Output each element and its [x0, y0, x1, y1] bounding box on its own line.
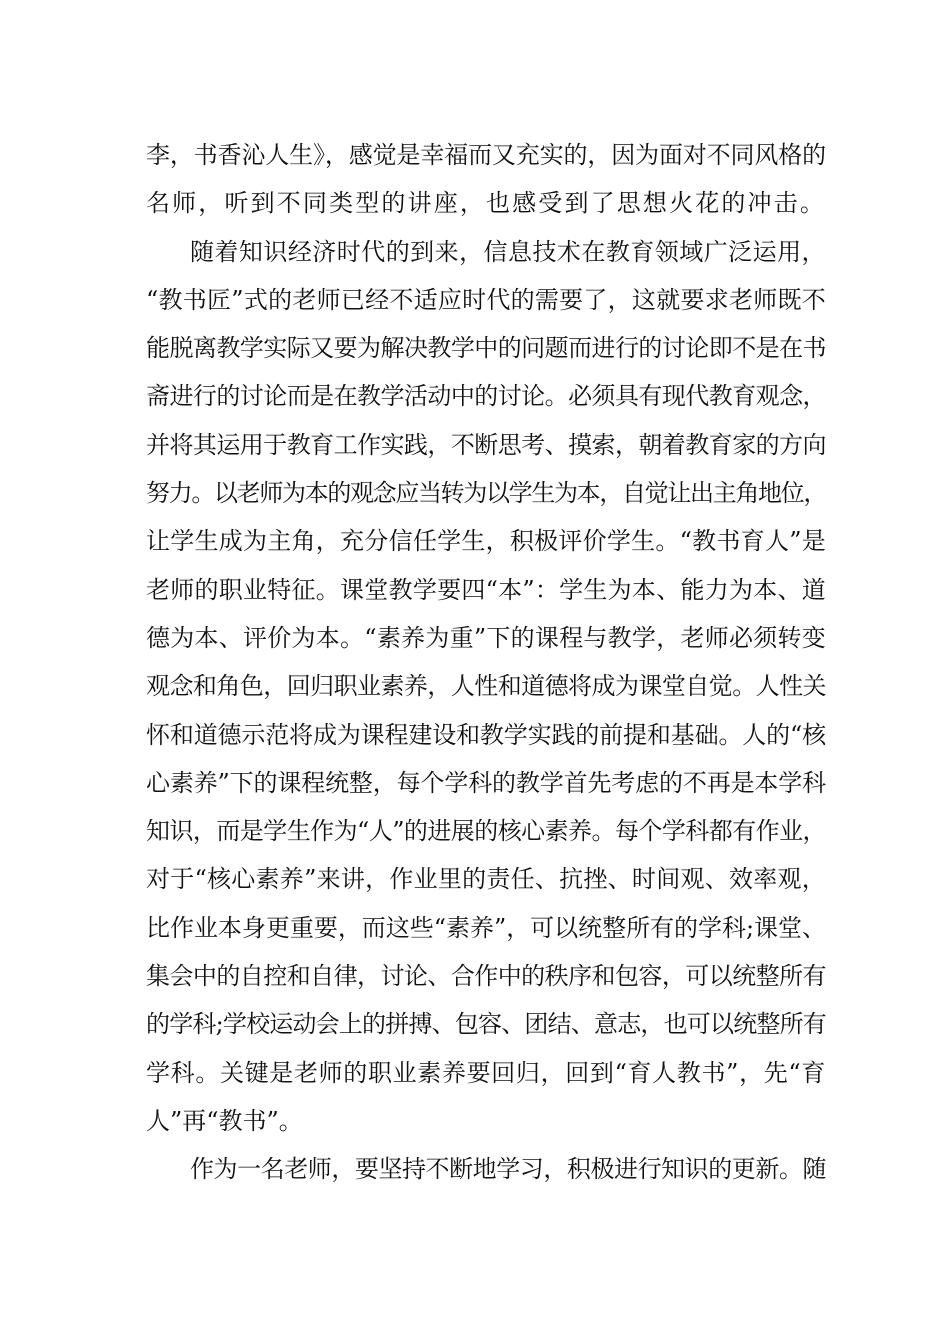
- text-line: “教书匠”式的老师已经不适应时代的需要了，这就要求老师既不: [146, 285, 826, 314]
- text-line: 并将其运用于教育工作实践，不断思考、摸索，朝着教育家的方向: [146, 430, 826, 459]
- text-line: 心素养”下的课程统整，每个学科的教学首先考虑的不再是本学科: [146, 768, 826, 797]
- text-line: 作为一名老师，要坚持不断地学习，积极进行知识的更新。随: [190, 1155, 827, 1184]
- text-line: 努力。以老师为本的观念应当转为以学生为本，自觉让出主角地位，: [146, 479, 827, 508]
- text-line: 学科。关键是老师的职业素养要回归，回到“育人教书”，先“育: [146, 1058, 827, 1087]
- text-line: 让学生成为主角，充分信任学生，积极评价学生。“教书育人”是: [146, 527, 826, 556]
- text-line: 知识，而是学生作为“人”的进展的核心素养。每个学科都有作业，: [146, 817, 826, 846]
- text-line: 集会中的自控和自律，讨论、合作中的秩序和包容，可以统整所有: [146, 962, 826, 991]
- text-line: 比作业本身更重要，而这些“素养”，可以统整所有的学科;课堂、: [146, 913, 826, 942]
- text-line: 怀和道德示范将成为课程建设和教学实践的前提和基础。人的“核: [146, 720, 826, 749]
- text-line: 老师的职业特征。课堂教学要四“本”：学生为本、能力为本、道: [146, 575, 826, 604]
- text-line: 随着知识经济时代的到来，信息技术在教育领域广泛运用，: [190, 237, 827, 266]
- text-line: 能脱离教学实际又要为解决教学中的问题而进行的讨论即不是在书: [146, 334, 826, 363]
- text-line: 名师，听到不同类型的讲座，也感受到了思想火花的冲击。: [146, 189, 827, 218]
- text-line: 观念和角色，回归职业素养，人性和道德将成为课堂自觉。人性关: [146, 672, 826, 701]
- text-line: 斋进行的讨论而是在教学活动中的讨论。必须具有现代教育观念，: [146, 382, 826, 411]
- text-line: 对于“核心素养”来讲，作业里的责任、抗挫、时间观、效率观，: [146, 865, 826, 894]
- text-line: 德为本、评价为本。“素养为重”下的课程与教学，老师必须转变: [146, 623, 826, 652]
- text-line: 的学科;学校运动会上的拼搏、包容、团结、意志，也可以统整所有: [146, 1010, 826, 1039]
- text-line: 李，书香沁人生》，感觉是幸福而又充实的，因为面对不同风格的: [146, 141, 826, 169]
- body-text: [146, 131, 826, 1194]
- text-line: 人”再“教书”。: [146, 1106, 303, 1135]
